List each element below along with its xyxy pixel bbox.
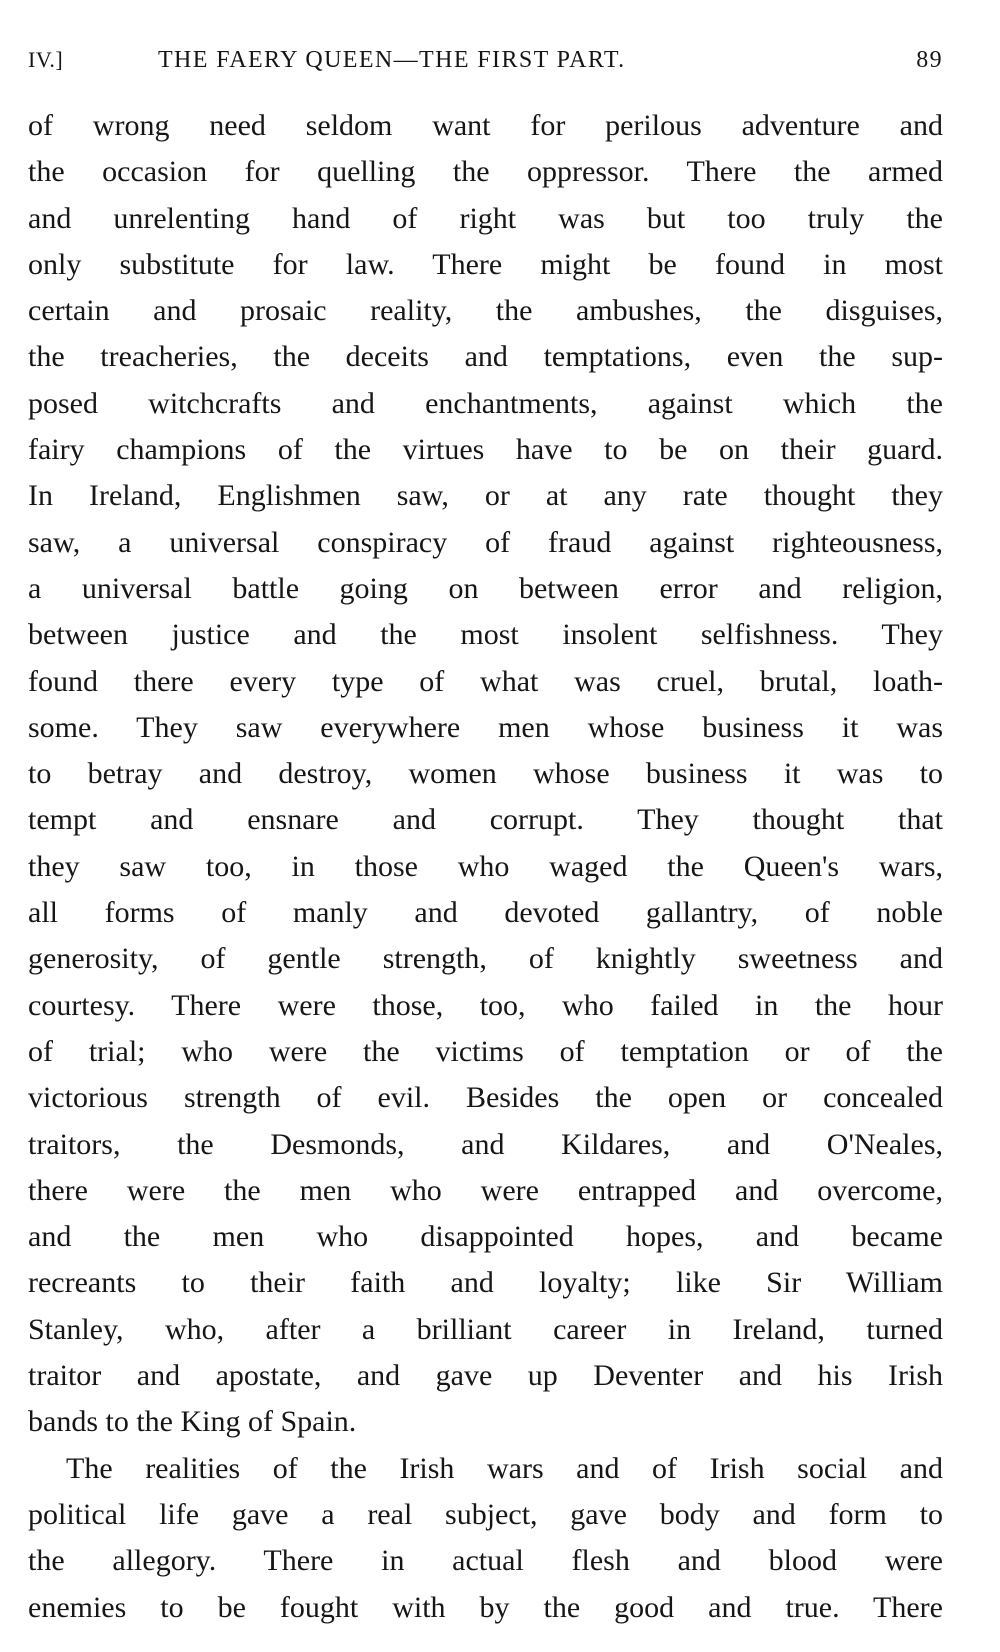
text-line: Stanley, who, after a brilliant career in Ireland, turned [28, 1312, 943, 1346]
text-line: tempt and ensnare and corrupt. They thought that [28, 803, 943, 837]
running-head [28, 40, 943, 80]
text-line: generosity, of gentle strength, of knightly sweetness and [28, 942, 943, 976]
text-line: fairy champions of the virtues have to be on their guard. [28, 433, 943, 467]
text-line: there were the men who were entrapped and overcome, [28, 1173, 943, 1207]
text-line: and the men who disappointed hopes, and became [28, 1220, 943, 1254]
page-number: 89 [916, 47, 943, 73]
text-line: certain and prosaic reality, the ambushes, the disguises, [28, 294, 943, 328]
text-line: traitors, the Desmonds, and Kildares, and O'Neales, [28, 1127, 943, 1161]
book-page [28, 40, 943, 1631]
text-line: recreants to their faith and loyalty; like Sir William [28, 1266, 943, 1300]
text-line: courtesy. There were those, too, who failed in the hour [28, 988, 943, 1022]
text-line: only substitute for law. There might be found in most [28, 247, 943, 281]
text-line: political life gave a real subject, gave body and form to [28, 1497, 943, 1531]
text-line: of trial; who were the victims of temptation or of the [28, 1034, 943, 1068]
text-line: some. They saw everywhere men whose business it was [28, 710, 943, 744]
text-line: The realities of the Irish wars and of Irish social and [66, 1451, 943, 1485]
running-title: THE FAERY QUEEN—THE FIRST PART. [158, 47, 626, 73]
paragraph [28, 103, 943, 1446]
text-line: all forms of manly and devoted gallantry, of noble [28, 896, 943, 930]
text-line: of wrong need seldom want for perilous adventure and [28, 109, 943, 142]
text-line: the occasion for quelling the oppressor. There the armed [28, 155, 943, 189]
text-line: they saw too, in those who waged the Queen's wars, [28, 849, 943, 883]
text-line: In Ireland, Englishmen saw, or at any rate thought they [28, 479, 943, 513]
text-line: the treacheries, the deceits and temptations, even the sup- [28, 340, 943, 374]
chapter-marker: IV.] [28, 47, 64, 72]
text-line: saw, a universal conspiracy of fraud against righteousness, [28, 525, 943, 559]
text-line: and unrelenting hand of right was but too truly the [28, 201, 943, 235]
text-line: enemies to be fought with by the good and true. There [28, 1590, 943, 1624]
text-line: bands to the King of Spain. [28, 1405, 357, 1439]
text-line: posed witchcrafts and enchantments, against which the [28, 386, 943, 420]
text-line: between justice and the most insolent selfishness. They [28, 618, 943, 652]
text-line: found there every type of what was cruel, brutal, loath- [28, 664, 943, 698]
paragraph [28, 1446, 943, 1631]
text-line: the allegory. There in actual flesh and blood were [28, 1544, 943, 1578]
text-line: traitor and apostate, and gave up Deventer and his Irish [28, 1359, 943, 1393]
text-line: victorious strength of evil. Besides the open or concealed [28, 1081, 943, 1115]
body-text [28, 103, 943, 1631]
text-line: a universal battle going on between error and religion, [28, 571, 943, 605]
text-line: to betray and destroy, women whose business it was to [28, 757, 943, 791]
